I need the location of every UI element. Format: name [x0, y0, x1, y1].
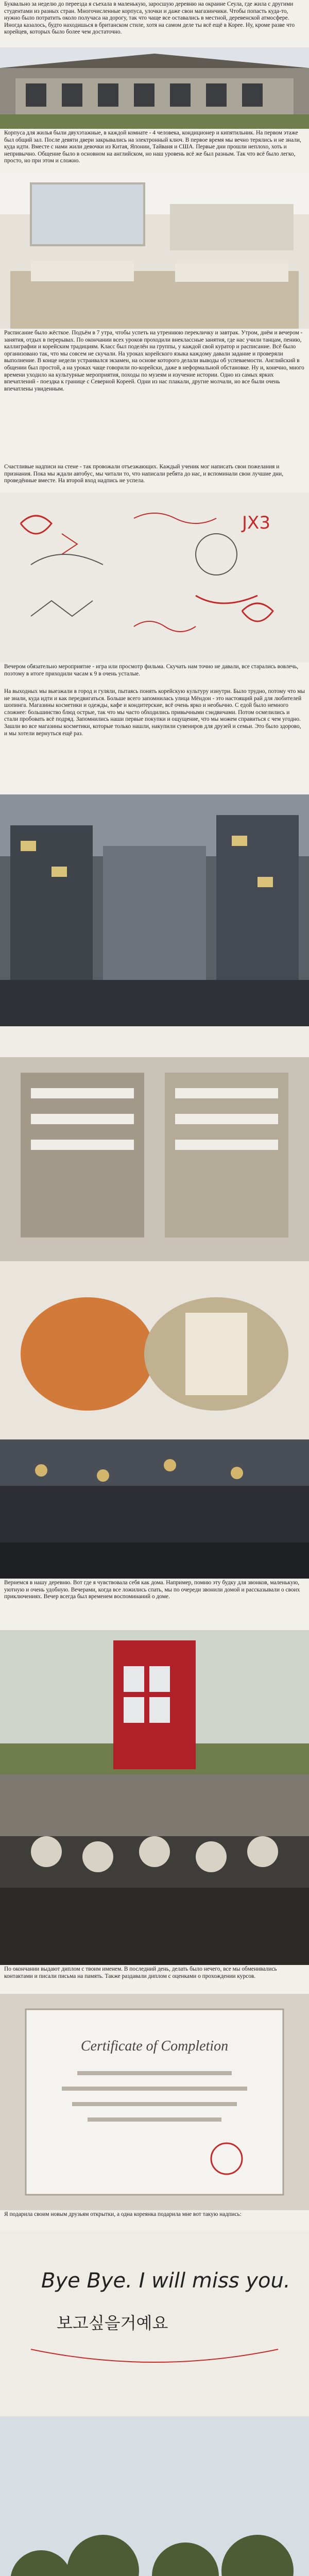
handwritten-jx3: JX3 — [242, 513, 270, 533]
paragraph-phone-booth — [0, 1579, 309, 1630]
paragraph-text: Счастливые надписи на стене - так провожали отъезжающих. Каждый ученик мог написать свои пожелания и признания. Пока мы ждали автобус, мы читали то, что написали ребята до нас, и вспоминали свои лучшие дни, проведённые вместе. На второй вход надпись не успела. — [4, 464, 283, 484]
photo-campus-building — [0, 47, 309, 129]
certificate-title: Certificate of Completion — [80, 2038, 229, 2054]
photo-night-market — [0, 1439, 309, 1579]
paragraph-text: Расписание было жёсткое. Подъём в 7 утра, чтобы успеть на утреннюю перекличку и завтрак. Утром, днём и вечером - занятия, отдых в перерывах. По окончании всех уроков проходили внеклассные занятия, где нас учили танцам, пению, каллиграфии и корейским традициям. Класс был поделён на группы, у каждой свой куратор и расписание. Всё было организовано так, что мы совсем не скучали. На уроках корейского языка каждому давали задание и проверяли выполнение. В конце недели устраивался экзамен, на основе которого делали выводы об успеваемости. Английский в общении был простой, а на уроках чаще говорили по-корейски, даже в неформальной обстановке. Ну и, конечно, много времени уходило на культурные мероприятия, походы по музеям и изучение истории. Одно из самых ярких впечатлений - поездка к границе с Северной Кореей. Одни из нас плакали, другие молчали, но все были очень впечатлены увиденным. — [4, 330, 304, 392]
handwritten-bye: Bye Bye. I will miss you. — [41, 2269, 290, 2293]
paragraph-text: На выходных мы выезжали в город и гуляли, пытаясь понять корейскую культуру изнутри. Было трудно, потому что мы не знали, куда идти и как передвигаться. Больше всего запомнилась улица Мёндон - это настоящий рай для любителей шопинга. Магазины косметики и одежды, кафе и кондитерские, всё очень ярко и необычно. С едой было немного сложнее: большинство блюд острые, так что мы часто обходились привычными сэндвичами. Потом осмелились и стали пробовать всё подряд. Запомнились наши первые покупки и ощущение, что мы можем справиться с чем угодно. Зашли во все магазины косметики, которые только нашли, накупили сувениров для друзей и семьи. Это было здорово, и мы хотели вернуться ещё раз. — [4, 688, 305, 737]
paragraph-text: Корпуса для жилья были двухэтажные, в каждой комнате - 4 человека, кондиционер и кипятильник. На первом этаже был общий зал. После девяти двери закрывались на электронный ключ. В первое время мы вечно терялись и не знали, куда идти. Вместе с нами жили девочки из Китая, Японии, Тайваня и США. Первые дни прошли неплохо, хоть и непривычно. Общение было в основном на английском, но наш уровень всё же был разным. Так что всё было легко, просто, но при этом и сложно. — [4, 130, 301, 164]
photo-sky — [0, 2416, 309, 2576]
photo-dorm-room — [0, 173, 309, 329]
photo-graduation — [0, 1774, 309, 1965]
paragraph-intro — [0, 0, 309, 47]
paragraph-text: Вечером обязательно мероприятие - игра или просмотр фильма. Скучать нам точно не давали, все старались вовлечь, поэтому в итоге приходили часам к 9 в очень усталые. — [4, 664, 299, 677]
paragraph-text: Вернемся в нашу деревню. Вот где я чувствовала себя как дома. Например, помню эту будку для звонков, маленькую, уютную и очень удобную. Вечерами, когда все ложились спать, мы по очереди звонили домой и рассказывали о своих приключениях. Вечер всегда был временем воспоминаний о доме. — [4, 1580, 300, 1600]
photo-shopping-street — [0, 794, 309, 1026]
paragraph-text: Буквально за неделю до переезда я съехала в маленькую, заросшую деревню на окраине Сеула, где жила с другими студентами из разных стран. Многочисленные корпуса, улочки и даже свои магазинчики. Чтобы попасть куда-то, нужно было потратить около получаса на дорогу, так что чаще все оставались в местной, деревенской атмосфере. Иногда казалось, будто находишься в британском стиле, хотя на самом деле ты всё ещё в Корее. Ну, кроме разве что корейцев, которых было более чем достаточно. — [4, 1, 295, 36]
photo-shop-interior — [0, 1026, 309, 1261]
paragraph-weekends — [0, 687, 309, 794]
paragraph-text: По окончании выдают диплом с твоим именем. В последний день, делать было нечего, все мы обменивались контактами и писали письма на память. Также раздавали диплом с оценками о прохождении курсов. — [4, 1966, 277, 1979]
photo-phone-booth — [0, 1630, 309, 1774]
paragraph-wall-messages — [0, 463, 309, 493]
paragraph-diploma — [0, 1965, 309, 1994]
handwritten-korean: 보고싶을거예요 — [57, 2313, 168, 2333]
paragraph-evenings — [0, 663, 309, 687]
paragraph-text: Я подарила своим новым друзьям открытки, а одна кореянка подарила мне вот такую надпись: — [4, 2211, 242, 2217]
photo-bye-card — [0, 2231, 309, 2416]
photo-certificate — [0, 1994, 309, 2210]
paragraph-gifts — [0, 2210, 309, 2231]
photo-street-food — [0, 1261, 309, 1439]
paragraph-dorms — [0, 129, 309, 173]
photo-wall-messages — [0, 493, 309, 663]
paragraph-schedule — [0, 329, 309, 463]
